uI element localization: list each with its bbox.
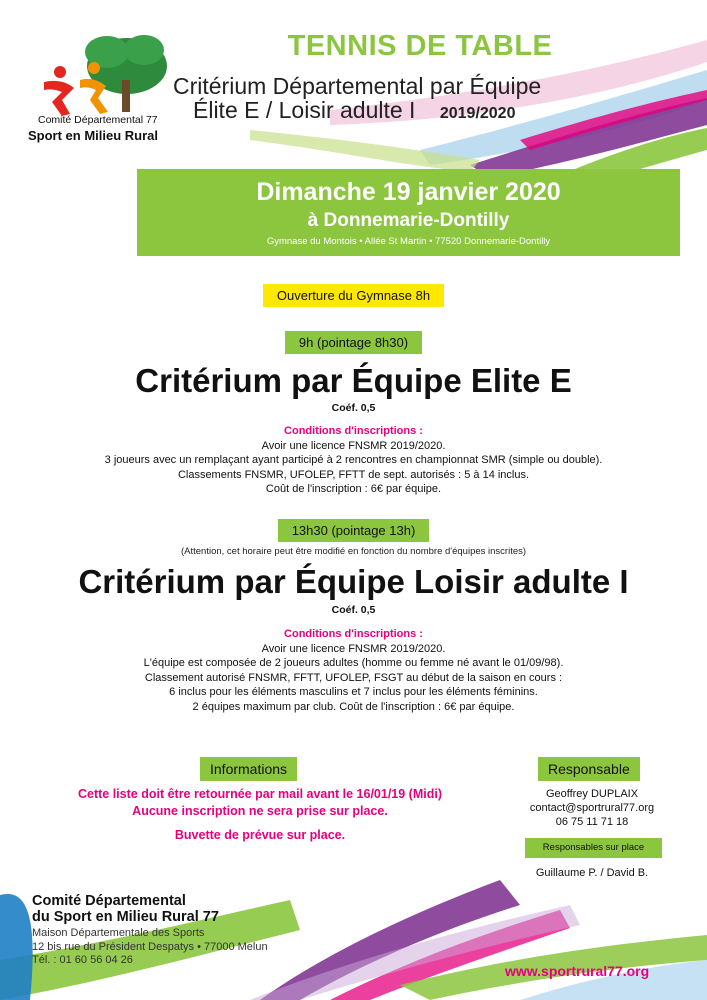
footer-name1: Comité Départemental <box>32 893 186 909</box>
opening-label: Ouverture du Gymnase 8h <box>263 284 444 307</box>
section2-note: (Attention, cet horaire peut être modifié en fonction du nombre d'équipes inscrites) <box>180 546 527 557</box>
section2-title: Critérium par Équipe Loisir adulte I <box>78 563 629 600</box>
section1-coef: Coéf. 0,5 <box>331 402 376 414</box>
section1-line: Coût de l'inscription : 6€ par équipe. <box>265 483 442 495</box>
informations-line3: Buvette de prévue sur place. <box>174 828 346 842</box>
section1-line: Avoir une licence FNSMR 2019/2020. <box>261 439 446 452</box>
onsite-names: Guillaume P. / David B. <box>535 867 649 879</box>
informations-line1: Cette liste doit être retournée par mail avant le 16/01/19 (Midi) <box>77 787 442 801</box>
logo-org-line2: Sport en Milieu Rural <box>28 128 159 143</box>
section2-coef: Coéf. 0,5 <box>331 604 376 616</box>
section2-conditions <box>0 627 707 714</box>
informations-label: Informations <box>200 757 297 781</box>
section2-line: Classement autorisé FNSMR, FFTT, UFOLEP, FSGT au début de la saison en cours : <box>144 671 563 684</box>
footer-org <box>32 893 332 968</box>
event-address: Gymnase du Montois • Allée St Martin • 77520 Donnemarie-Dontilly <box>266 236 551 247</box>
section1-time-row <box>0 331 707 354</box>
logo-figures-icon <box>22 30 172 120</box>
section1-conditions-title: Conditions d'inscriptions : <box>284 425 423 437</box>
section1-line: Classements FNSMR, UFOLEP, FFTT de sept. autorisés : 5 à 14 inclus. <box>177 468 530 481</box>
section1-line: 3 joueurs avec un remplaçant ayant participé à 2 rencontres en championnat SMR (simple ou double). <box>104 454 603 466</box>
responsable-name: Geoffrey DUPLAIX <box>545 788 639 800</box>
section1-conditions <box>0 424 707 497</box>
header <box>180 30 660 63</box>
responsable-email: contact@sportrural77.org <box>529 802 655 814</box>
section2-conditions-title: Conditions d'inscriptions : <box>284 628 423 640</box>
event-city: à Donnemarie-Dontilly <box>307 210 510 231</box>
section2-line: L'équipe est composée de 2 joueurs adultes (homme ou femme né avant le 01/09/98). <box>143 657 564 669</box>
informations-label-wrap <box>200 757 297 781</box>
opening-row <box>0 284 707 307</box>
header-season: 2019/2020 <box>439 105 516 122</box>
section2-line: Avoir une licence FNSMR 2019/2020. <box>261 642 446 655</box>
section2-line: 2 équipes maximum par club. Coût de l'inscription : 6€ par équipe. <box>192 700 515 713</box>
responsable-label-wrap <box>538 757 640 781</box>
section2-time: 13h30 (pointage 13h) <box>278 519 430 542</box>
section2-time-row <box>0 519 707 542</box>
header-subtitle-block <box>173 74 683 126</box>
onsite-label: Responsables sur place <box>525 838 662 858</box>
responsable-label: Responsable <box>538 757 640 781</box>
logo-org-line1: Comité Départemental 77 <box>38 114 158 126</box>
footer-name2: du Sport en Milieu Rural 77 <box>32 909 219 925</box>
header-subtitle1: Critérium Départemental par Équipe <box>173 73 542 99</box>
event-date: Dimanche 19 janvier 2020 <box>256 178 561 206</box>
section2-line: 6 inclus pour les éléments masculins et 7 inclus pour les éléments féminins. <box>169 686 538 698</box>
responsable-phone: 06 75 11 71 18 <box>555 816 629 828</box>
date-banner <box>137 169 680 256</box>
informations-text <box>20 786 500 844</box>
footer-addr2: 12 bis rue du Président Despatys • 77000 Melun <box>32 940 268 953</box>
footer-phone: Tél. : 01 60 56 04 26 <box>32 954 133 966</box>
footer-website-link[interactable]: www.sportrural77.org <box>505 963 650 979</box>
responsable-contact <box>497 787 687 829</box>
footer-addr1: Maison Départementale des Sports <box>32 927 205 939</box>
header-title: TENNIS DE TABLE <box>287 30 553 62</box>
informations-line2: Aucune inscription ne sera prise sur place. <box>132 804 388 818</box>
section1-title: Critérium par Équipe Elite E <box>135 362 572 399</box>
header-subtitle2: Élite E / Loisir adulte I <box>193 97 416 123</box>
logo <box>22 30 172 150</box>
section1-time: 9h (pointage 8h30) <box>285 331 422 354</box>
